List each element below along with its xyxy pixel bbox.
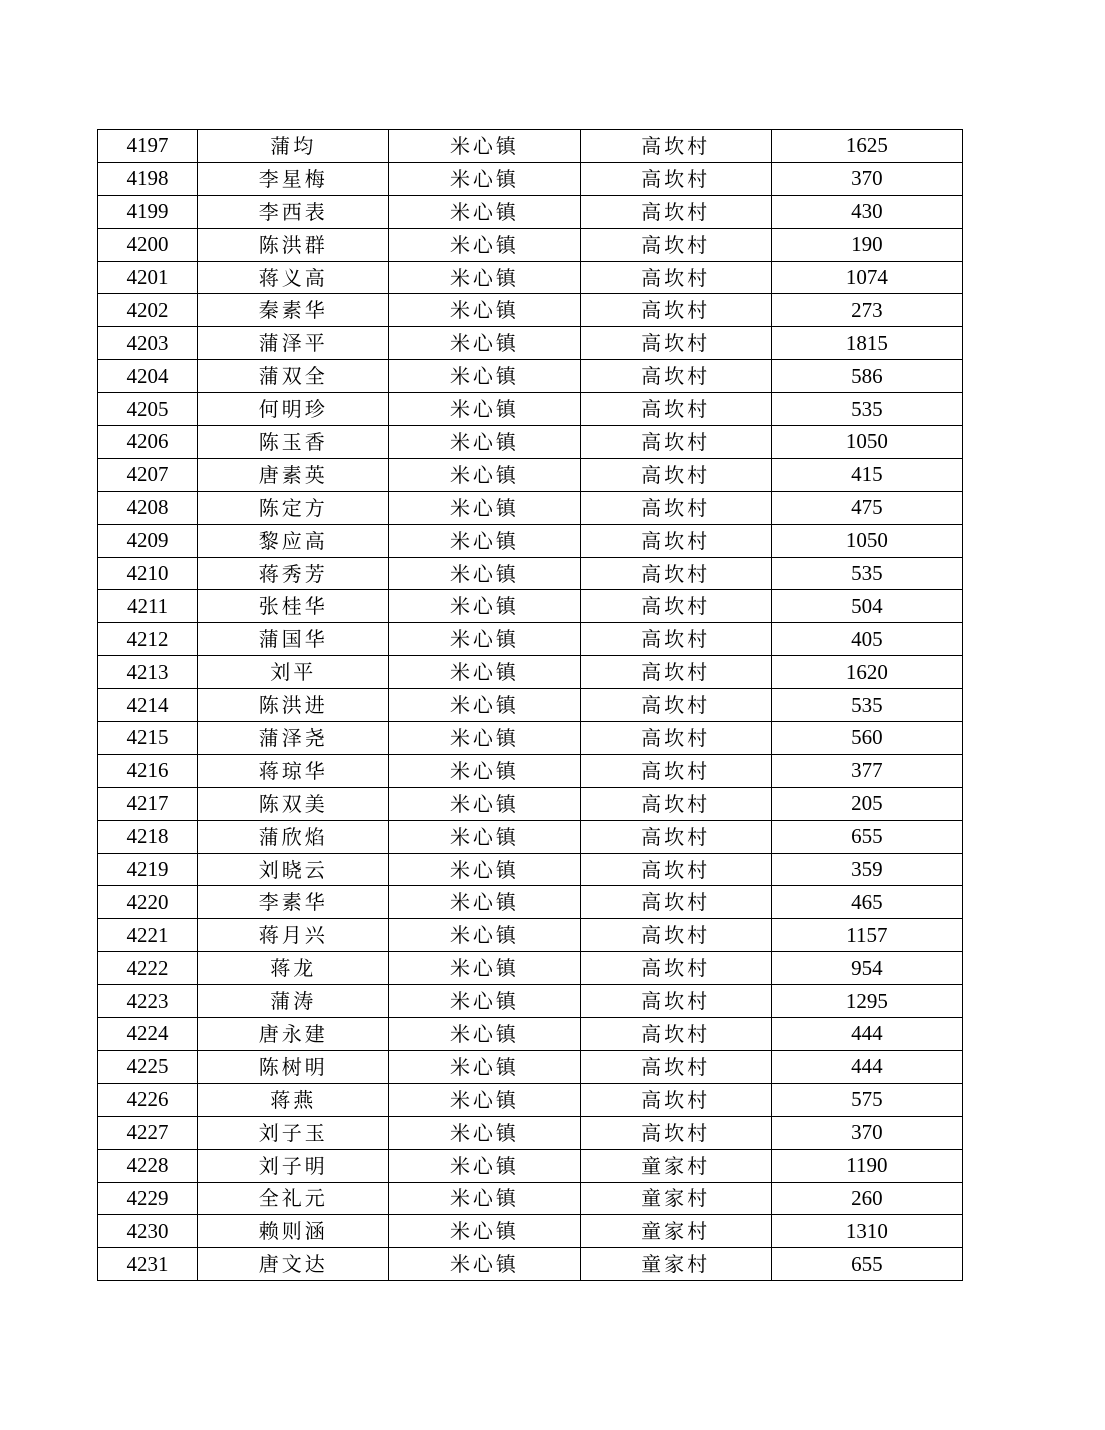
cell-village: 高坎村 [580,524,771,557]
cell-amount: 1050 [771,426,962,459]
table-row [98,360,963,393]
cell-village: 高坎村 [580,393,771,426]
cell-person-name: 张桂华 [198,590,389,623]
cell-person-name: 何明珍 [198,393,389,426]
cell-amount: 430 [771,195,962,228]
cell-serial-number: 4202 [98,294,198,327]
cell-village: 高坎村 [580,426,771,459]
cell-town: 米心镇 [389,524,580,557]
cell-amount: 655 [771,1248,962,1281]
cell-person-name: 唐素英 [198,458,389,491]
cell-village: 高坎村 [580,491,771,524]
cell-amount: 535 [771,393,962,426]
cell-amount: 1050 [771,524,962,557]
cell-amount: 1295 [771,985,962,1018]
cell-serial-number: 4227 [98,1116,198,1149]
cell-serial-number: 4229 [98,1182,198,1215]
cell-person-name: 蒲双全 [198,360,389,393]
cell-town: 米心镇 [389,1018,580,1051]
cell-village: 高坎村 [580,886,771,919]
table-row [98,1116,963,1149]
cell-village: 高坎村 [580,952,771,985]
cell-person-name: 蒋琼华 [198,754,389,787]
cell-serial-number: 4231 [98,1248,198,1281]
cell-serial-number: 4207 [98,458,198,491]
cell-person-name: 秦素华 [198,294,389,327]
table-row [98,787,963,820]
cell-amount: 1620 [771,656,962,689]
cell-serial-number: 4199 [98,195,198,228]
cell-serial-number: 4200 [98,228,198,261]
cell-village: 高坎村 [580,1018,771,1051]
cell-town: 米心镇 [389,228,580,261]
table-row [98,820,963,853]
cell-town: 米心镇 [389,1050,580,1083]
cell-village: 高坎村 [580,228,771,261]
table-row [98,393,963,426]
cell-amount: 415 [771,458,962,491]
cell-amount: 377 [771,754,962,787]
cell-person-name: 李西表 [198,195,389,228]
cell-village: 童家村 [580,1215,771,1248]
cell-serial-number: 4204 [98,360,198,393]
cell-town: 米心镇 [389,327,580,360]
table-row [98,886,963,919]
table-row [98,1018,963,1051]
cell-person-name: 陈双美 [198,787,389,820]
cell-village: 高坎村 [580,162,771,195]
cell-town: 米心镇 [389,393,580,426]
records-table [97,129,963,1281]
cell-person-name: 唐文达 [198,1248,389,1281]
cell-serial-number: 4208 [98,491,198,524]
cell-person-name: 李素华 [198,886,389,919]
cell-town: 米心镇 [389,162,580,195]
table-row [98,952,963,985]
cell-village: 高坎村 [580,722,771,755]
cell-amount: 475 [771,491,962,524]
cell-amount: 535 [771,689,962,722]
table-row [98,623,963,656]
table-row [98,919,963,952]
cell-amount: 1074 [771,261,962,294]
cell-village: 高坎村 [580,327,771,360]
cell-town: 米心镇 [389,1116,580,1149]
cell-town: 米心镇 [389,458,580,491]
cell-person-name: 唐永建 [198,1018,389,1051]
cell-person-name: 蒋秀芳 [198,557,389,590]
cell-village: 高坎村 [580,853,771,886]
cell-village: 高坎村 [580,656,771,689]
cell-person-name: 蒲泽尧 [198,722,389,755]
cell-village: 高坎村 [580,820,771,853]
cell-village: 高坎村 [580,261,771,294]
cell-amount: 1190 [771,1149,962,1182]
cell-person-name: 陈洪进 [198,689,389,722]
cell-person-name: 蒋义高 [198,261,389,294]
cell-amount: 535 [771,557,962,590]
table-row [98,491,963,524]
cell-serial-number: 4217 [98,787,198,820]
cell-person-name: 蒲国华 [198,623,389,656]
cell-amount: 190 [771,228,962,261]
cell-village: 高坎村 [580,689,771,722]
table-row [98,1215,963,1248]
cell-person-name: 蒋燕 [198,1083,389,1116]
cell-village: 高坎村 [580,1083,771,1116]
table-row [98,1083,963,1116]
cell-serial-number: 4214 [98,689,198,722]
cell-person-name: 陈洪群 [198,228,389,261]
cell-person-name: 刘晓云 [198,853,389,886]
cell-town: 米心镇 [389,491,580,524]
cell-amount: 359 [771,853,962,886]
cell-person-name: 刘子明 [198,1149,389,1182]
table-row [98,985,963,1018]
cell-amount: 1310 [771,1215,962,1248]
cell-serial-number: 4221 [98,919,198,952]
cell-amount: 370 [771,162,962,195]
cell-amount: 1157 [771,919,962,952]
cell-amount: 260 [771,1182,962,1215]
table-row [98,590,963,623]
cell-town: 米心镇 [389,1248,580,1281]
cell-serial-number: 4206 [98,426,198,459]
cell-serial-number: 4211 [98,590,198,623]
cell-village: 童家村 [580,1248,771,1281]
table-row [98,754,963,787]
cell-serial-number: 4216 [98,754,198,787]
cell-serial-number: 4220 [98,886,198,919]
cell-village: 高坎村 [580,360,771,393]
cell-town: 米心镇 [389,1215,580,1248]
cell-amount: 465 [771,886,962,919]
cell-village: 高坎村 [580,787,771,820]
cell-serial-number: 4226 [98,1083,198,1116]
cell-person-name: 陈玉香 [198,426,389,459]
cell-town: 米心镇 [389,754,580,787]
cell-amount: 655 [771,820,962,853]
cell-village: 高坎村 [580,985,771,1018]
table-row [98,162,963,195]
cell-amount: 444 [771,1050,962,1083]
table-row [98,228,963,261]
cell-town: 米心镇 [389,689,580,722]
cell-person-name: 赖则涵 [198,1215,389,1248]
cell-amount: 586 [771,360,962,393]
table-row [98,1050,963,1083]
records-table-body [98,130,963,1281]
cell-village: 高坎村 [580,623,771,656]
cell-town: 米心镇 [389,787,580,820]
cell-serial-number: 4212 [98,623,198,656]
cell-serial-number: 4201 [98,261,198,294]
cell-village: 高坎村 [580,1116,771,1149]
table-row [98,426,963,459]
cell-serial-number: 4230 [98,1215,198,1248]
cell-person-name: 蒲涛 [198,985,389,1018]
table-row [98,458,963,491]
cell-person-name: 全礼元 [198,1182,389,1215]
cell-serial-number: 4213 [98,656,198,689]
table-row [98,1182,963,1215]
cell-serial-number: 4215 [98,722,198,755]
cell-amount: 560 [771,722,962,755]
cell-serial-number: 4228 [98,1149,198,1182]
cell-person-name: 蒲均 [198,130,389,163]
cell-town: 米心镇 [389,426,580,459]
cell-town: 米心镇 [389,656,580,689]
cell-serial-number: 4224 [98,1018,198,1051]
cell-person-name: 陈定方 [198,491,389,524]
cell-serial-number: 4209 [98,524,198,557]
cell-town: 米心镇 [389,130,580,163]
cell-village: 高坎村 [580,195,771,228]
cell-town: 米心镇 [389,985,580,1018]
cell-person-name: 蒋龙 [198,952,389,985]
cell-town: 米心镇 [389,195,580,228]
cell-amount: 205 [771,787,962,820]
cell-town: 米心镇 [389,886,580,919]
cell-town: 米心镇 [389,623,580,656]
cell-serial-number: 4197 [98,130,198,163]
cell-town: 米心镇 [389,1083,580,1116]
cell-person-name: 陈树明 [198,1050,389,1083]
cell-person-name: 李星梅 [198,162,389,195]
cell-amount: 444 [771,1018,962,1051]
table-row [98,327,963,360]
table-row [98,1248,963,1281]
cell-person-name: 刘平 [198,656,389,689]
table-row [98,261,963,294]
cell-town: 米心镇 [389,1149,580,1182]
cell-town: 米心镇 [389,557,580,590]
cell-town: 米心镇 [389,952,580,985]
cell-village: 高坎村 [580,1050,771,1083]
cell-serial-number: 4198 [98,162,198,195]
cell-town: 米心镇 [389,360,580,393]
cell-village: 高坎村 [580,919,771,952]
table-row [98,524,963,557]
cell-village: 高坎村 [580,458,771,491]
cell-person-name: 黎应高 [198,524,389,557]
table-row [98,557,963,590]
cell-amount: 575 [771,1083,962,1116]
table-row [98,656,963,689]
cell-village: 高坎村 [580,590,771,623]
cell-town: 米心镇 [389,261,580,294]
cell-person-name: 蒲泽平 [198,327,389,360]
cell-serial-number: 4218 [98,820,198,853]
cell-town: 米心镇 [389,853,580,886]
table-row [98,722,963,755]
cell-town: 米心镇 [389,820,580,853]
cell-amount: 954 [771,952,962,985]
table-row [98,853,963,886]
cell-serial-number: 4210 [98,557,198,590]
cell-town: 米心镇 [389,294,580,327]
cell-village: 高坎村 [580,130,771,163]
cell-amount: 1815 [771,327,962,360]
table-row [98,294,963,327]
cell-village: 高坎村 [580,294,771,327]
cell-village: 高坎村 [580,754,771,787]
cell-village: 高坎村 [580,557,771,590]
cell-serial-number: 4223 [98,985,198,1018]
cell-serial-number: 4225 [98,1050,198,1083]
cell-amount: 504 [771,590,962,623]
cell-amount: 1625 [771,130,962,163]
table-row [98,689,963,722]
cell-town: 米心镇 [389,1182,580,1215]
cell-serial-number: 4222 [98,952,198,985]
cell-amount: 370 [771,1116,962,1149]
cell-serial-number: 4205 [98,393,198,426]
cell-amount: 273 [771,294,962,327]
cell-village: 童家村 [580,1149,771,1182]
table-row [98,130,963,163]
cell-person-name: 蒲欣焰 [198,820,389,853]
cell-amount: 405 [771,623,962,656]
cell-person-name: 刘子玉 [198,1116,389,1149]
cell-serial-number: 4219 [98,853,198,886]
cell-person-name: 蒋月兴 [198,919,389,952]
cell-town: 米心镇 [389,590,580,623]
cell-town: 米心镇 [389,919,580,952]
cell-village: 童家村 [580,1182,771,1215]
table-row [98,195,963,228]
cell-town: 米心镇 [389,722,580,755]
table-row [98,1149,963,1182]
cell-serial-number: 4203 [98,327,198,360]
